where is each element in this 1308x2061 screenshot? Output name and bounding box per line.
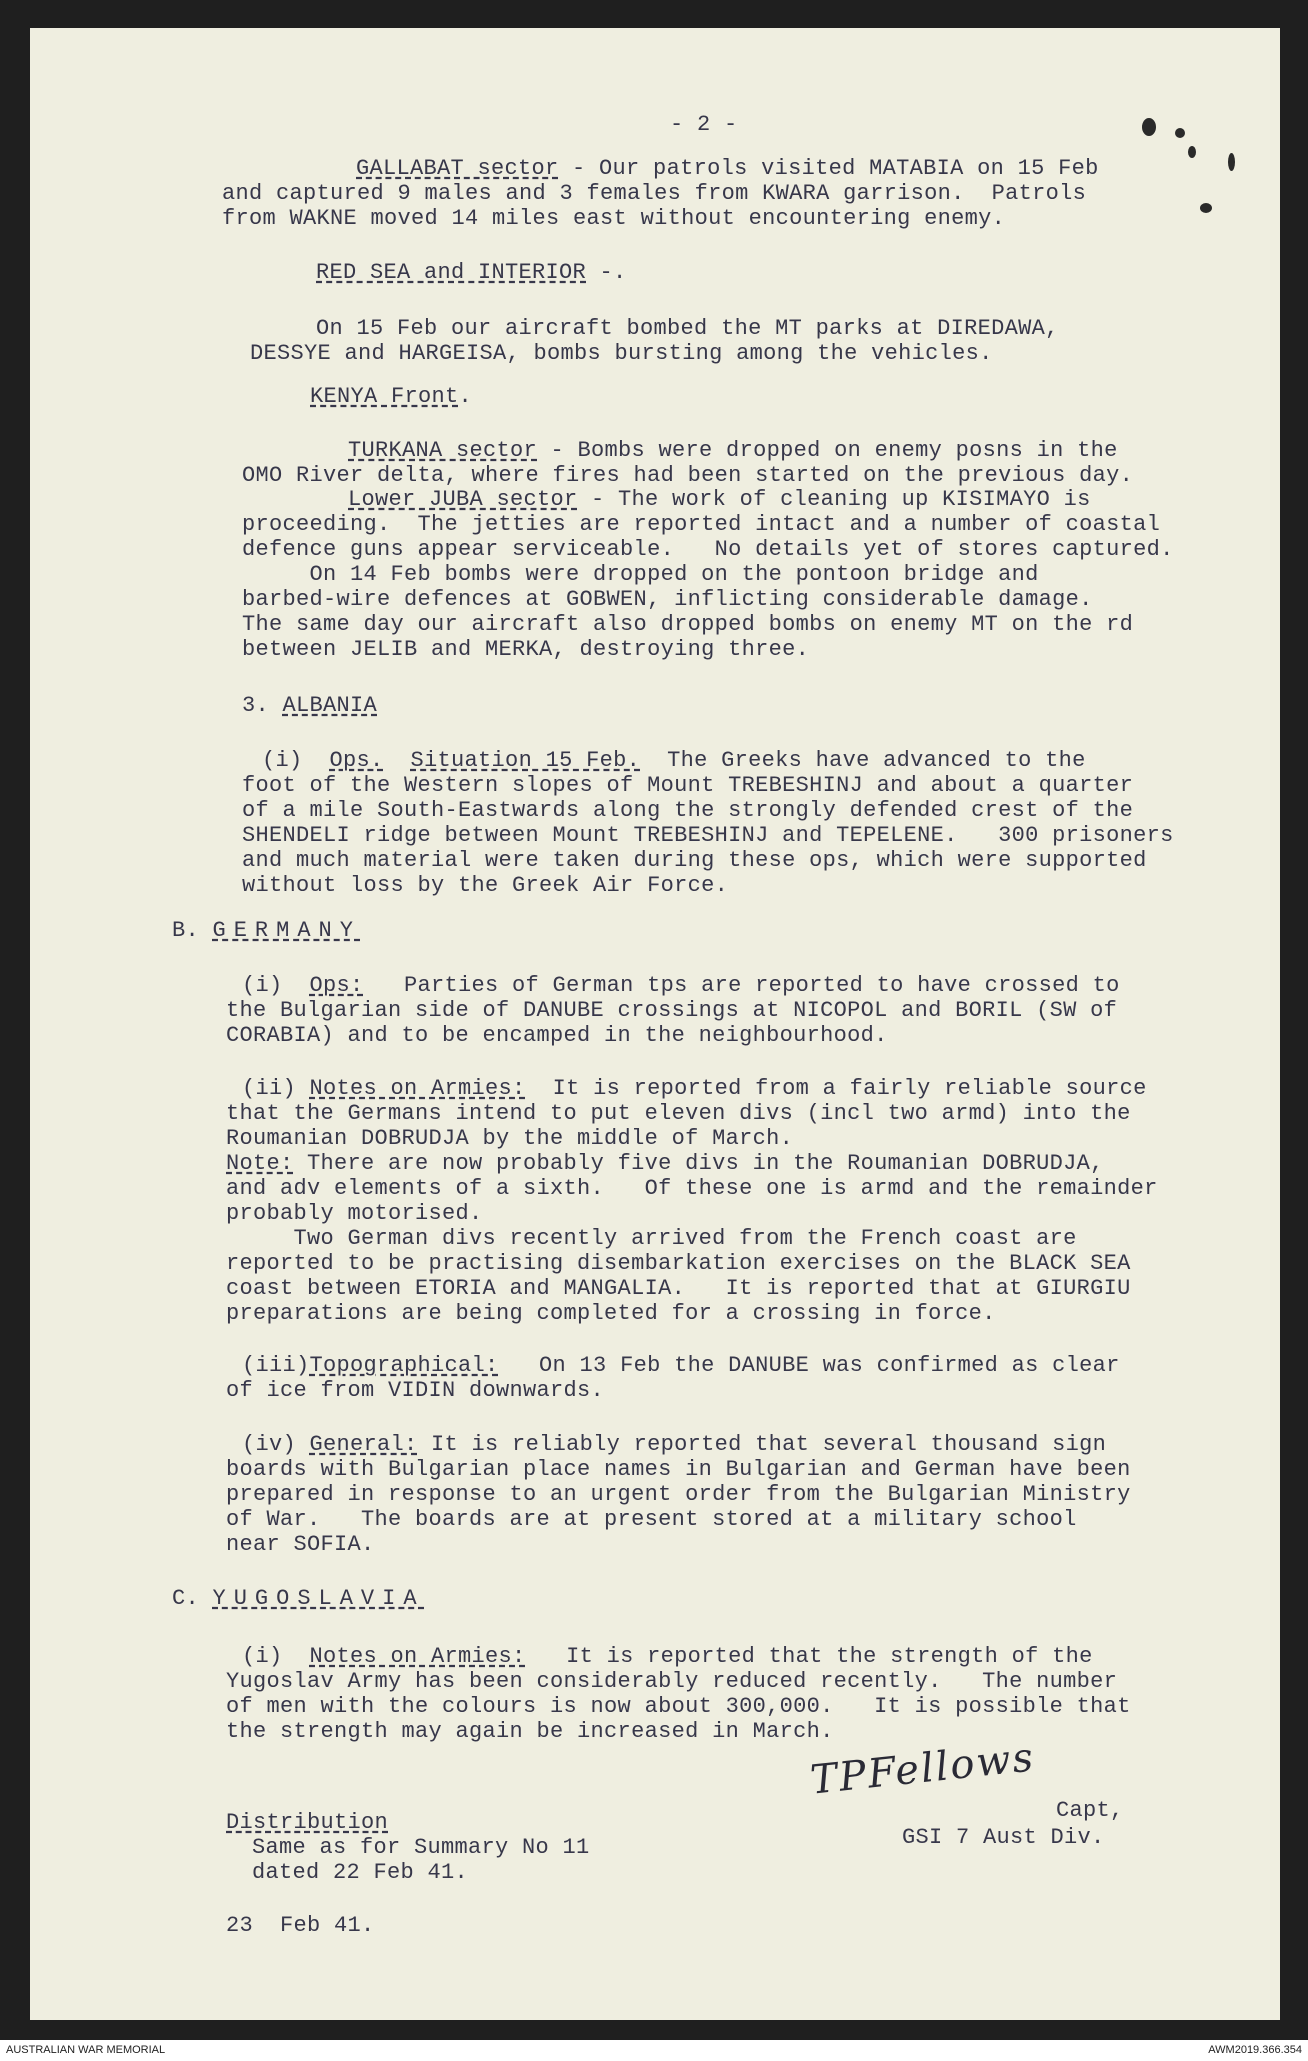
albania-heading-line: 3. ALBANIA bbox=[242, 693, 378, 718]
turkana-line-2: OMO River delta, where fires had been started on the previous day. bbox=[242, 463, 1134, 488]
albania-line-1: (i) Ops. Situation 15 Feb. The Greeks have advanced to the bbox=[262, 748, 1086, 773]
germany-note-line-5: reported to be practising disembarkation exercises on the BLACK SEA bbox=[226, 1251, 1131, 1276]
footer-accession-number: AWM2019.366.354 bbox=[1208, 2044, 1302, 2056]
gallabat-line-3: from WAKNE moved 14 miles east without encountering enemy. bbox=[222, 206, 1006, 231]
handwritten-signature: TPFellows bbox=[808, 1734, 1038, 1804]
ink-stain bbox=[1228, 153, 1235, 171]
germany-note-line-2: and adv elements of a sixth. Of these one is armd and the remainder bbox=[226, 1176, 1158, 1201]
gallabat-line-1: GALLABAT sector - Our patrols visited MATABIA on 15 Feb bbox=[356, 156, 1099, 181]
germany-heading: GERMANY bbox=[212, 918, 361, 943]
footer-bar bbox=[0, 2040, 1308, 2061]
germany-ii-line-2: that the Germans intend to put eleven divs (incl two armd) into the bbox=[226, 1101, 1131, 1126]
yugoslavia-heading: YUGOSLAVIA bbox=[212, 1586, 425, 1611]
sign-rank: Capt, bbox=[1056, 1798, 1124, 1823]
juba-line-7: between JELIB and MERKA, destroying three. bbox=[242, 637, 810, 662]
germany-iii-line-2: of ice from VIDIN downwards. bbox=[226, 1378, 605, 1403]
distribution-line-2: dated 22 Feb 41. bbox=[252, 1860, 469, 1885]
albania-line-4: SHENDELI ridge between Mount TREBESHINJ and TEPELENE. 300 prisoners bbox=[242, 823, 1174, 848]
ink-stain bbox=[1200, 203, 1212, 213]
germany-note-line-4: Two German divs recently arrived from the French coast are bbox=[226, 1226, 1077, 1251]
juba-line-6: The same day our aircraft also dropped bombs on enemy MT on the rd bbox=[242, 612, 1134, 637]
germany-note-line-1: Note: There are now probably five divs in the Roumanian DOBRUDJA, bbox=[226, 1151, 1104, 1176]
red-sea-line-2: DESSYE and HARGEISA, bombs bursting among the vehicles. bbox=[250, 341, 993, 366]
germany-i-line-2: the Bulgarian side of DANUBE crossings at NICOPOL and BORIL (SW of bbox=[226, 998, 1118, 1023]
red-sea-heading-line: RED SEA and INTERIOR -. bbox=[316, 260, 627, 285]
yugoslavia-heading-line: C. YUGOSLAVIA bbox=[172, 1586, 425, 1611]
germany-i-line-3: CORABIA) and to be encamped in the neighbourhood. bbox=[226, 1023, 888, 1048]
germany-iv-line-2: boards with Bulgarian place names in Bulgarian and German have been bbox=[226, 1457, 1131, 1482]
gallabat-heading: GALLABAT sector bbox=[356, 156, 559, 181]
germany-heading-line: B. GERMANY bbox=[172, 918, 361, 943]
ink-stain bbox=[1142, 118, 1156, 136]
germany-i-line-1: (i) Ops: Parties of German tps are reported to have crossed to bbox=[242, 973, 1120, 998]
germany-note-line-7: preparations are being completed for a crossing in force. bbox=[226, 1301, 996, 1326]
turkana-line-1: TURKANA sector - Bombs were dropped on enemy posns in the bbox=[348, 438, 1118, 463]
kenya-heading-line: KENYA Front. bbox=[310, 384, 473, 409]
albania-line-2: foot of the Western slopes of Mount TREBESHINJ and about a quarter bbox=[242, 773, 1134, 798]
distribution-heading: Distribution bbox=[226, 1810, 389, 1835]
yugoslavia-line-1: (i) Notes on Armies: It is reported that the strength of the bbox=[242, 1644, 1093, 1669]
juba-line-1: Lower JUBA sector - The work of cleaning up KISIMAYO is bbox=[348, 487, 1091, 512]
albania-line-5: and much material were taken during these ops, which were supported bbox=[242, 848, 1147, 873]
sign-unit: GSI 7 Aust Div. bbox=[902, 1825, 1105, 1850]
germany-ii-line-1: (ii) Notes on Armies: It is reported from a fairly reliable source bbox=[242, 1076, 1147, 1101]
ink-stain bbox=[1188, 146, 1196, 158]
germany-iv-line-1: (iv) General: It is reliably reported that several thousand sign bbox=[242, 1432, 1107, 1457]
document-date: 23 Feb 41. bbox=[226, 1913, 375, 1938]
yugoslavia-line-3: of men with the colours is now about 300,000. It is possible that bbox=[226, 1694, 1131, 1719]
juba-line-4: On 14 Feb bombs were dropped on the pontoon bridge and bbox=[242, 562, 1039, 587]
juba-line-5: barbed-wire defences at GOBWEN, inflicting considerable damage. bbox=[242, 587, 1093, 612]
germany-note-line-6: coast between ETORIA and MANGALIA. It is reported that at GIURGIU bbox=[226, 1276, 1131, 1301]
gallabat-line-2: and captured 9 males and 3 females from KWARA garrison. Patrols bbox=[222, 181, 1087, 206]
albania-line-6: without loss by the Greek Air Force. bbox=[242, 873, 729, 898]
germany-iv-line-3: prepared in response to an urgent order from the Bulgarian Ministry bbox=[226, 1482, 1131, 1507]
ink-stain bbox=[1175, 128, 1185, 138]
yugoslavia-line-2: Yugoslav Army has been considerably reduced recently. The number bbox=[226, 1669, 1118, 1694]
page-number: - 2 - bbox=[670, 112, 738, 137]
albania-heading: ALBANIA bbox=[282, 693, 378, 718]
red-sea-line-1: On 15 Feb our aircraft bombed the MT parks at DIREDAWA, bbox=[316, 316, 1059, 341]
yugoslavia-line-4: the strength may again be increased in March. bbox=[226, 1719, 834, 1744]
turkana-heading: TURKANA sector bbox=[348, 438, 538, 463]
juba-line-2: proceeding. The jetties are reported intact and a number of coastal bbox=[242, 512, 1161, 537]
red-sea-heading: RED SEA and INTERIOR bbox=[316, 260, 587, 285]
germany-iv-line-5: near SOFIA. bbox=[226, 1532, 375, 1557]
distribution-line-1: Same as for Summary No 11 bbox=[252, 1835, 590, 1860]
germany-ii-line-3: Roumanian DOBRUDJA by the middle of March. bbox=[226, 1126, 794, 1151]
footer-institution: AUSTRALIAN WAR MEMORIAL bbox=[6, 2044, 166, 2056]
albania-line-3: of a mile South-Eastwards along the strongly defended crest of the bbox=[242, 798, 1134, 823]
kenya-heading: KENYA Front bbox=[310, 384, 459, 409]
juba-line-3: defence guns appear serviceable. No details yet of stores captured. bbox=[242, 537, 1174, 562]
germany-iii-line-1: (iii)Topographical: On 13 Feb the DANUBE was confirmed as clear bbox=[242, 1353, 1120, 1378]
juba-heading: Lower JUBA sector bbox=[348, 487, 578, 512]
document-page bbox=[30, 28, 1280, 2020]
germany-note-line-3: probably motorised. bbox=[226, 1201, 483, 1226]
germany-iv-line-4: of War. The boards are at present stored at a military school bbox=[226, 1507, 1077, 1532]
